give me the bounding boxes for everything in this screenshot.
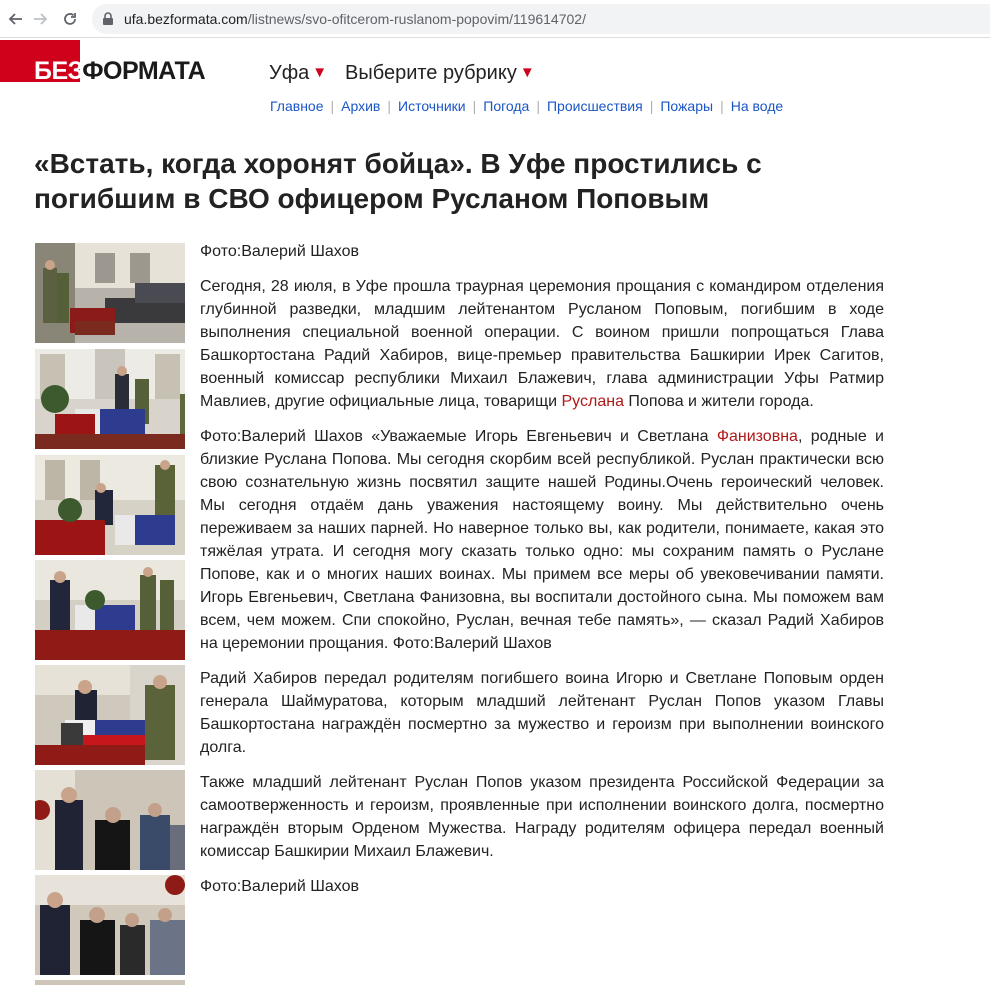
article-paragraph [200,275,884,413]
link-fanizovna[interactable]: Фанизовна [716,428,798,445]
site-logo[interactable] [34,57,205,85]
menu-separator: | [387,98,392,114]
rubric-selector[interactable] [345,62,535,85]
menu-separator: | [649,98,654,114]
triangle-down-icon: ▼ [519,64,535,81]
menu-item-on-water[interactable]: На воде [730,98,784,114]
reload-icon[interactable] [58,7,82,31]
article-photo[interactable] [35,770,185,870]
article-body [200,240,884,910]
logo-part-bez: БЕЗ [34,57,83,85]
menu-item-fires[interactable]: Пожары [660,98,714,114]
text-span: , родные и близкие Руслана Попова. Мы сегодня скорбим всей республикой. Руслан практически всю свою сознательную жизнь посвятил защите нашей Родины.Очень героический человек. Мы сегодня отдаём дань уважения настоящему воину. Мы действительно очень переживаем за наших парней. Но наверное только вы, как родители, понимаете, какая это тяжёлая утрата. И сегодня могу сказать только одно: мы сохраним память о Руслане Попове, как и о многих наших воинах. Мы примем все меры об увековечивании памяти. Игорь Евгеньевич, Светлана Фанизовна, вы воспитали достойного сына. Мы поможем вам всем, чем можем. Спи спокойно, Руслан, вечная тебе память», — сказал Радий Хабиров на церемонии прощания. Фото:Валерий Шахов [200,428,884,652]
url-text[interactable]: ufa.bezformata.com/listnews/svo-ofitcerom-ruslanom-popovim/119614702/ [124,11,586,27]
menu-separator: | [330,98,335,114]
article-paragraph [200,425,884,655]
back-icon[interactable] [4,7,28,31]
city-label: Уфа [269,62,310,84]
article-photo[interactable] [35,243,185,343]
address-bar[interactable] [92,4,990,34]
top-menu [270,98,783,114]
menu-item-sources[interactable]: Источники [398,98,466,114]
photo-caption: Фото:Валерий Шахов [200,878,360,895]
menu-item-weather[interactable]: Погода [483,98,530,114]
menu-separator: | [536,98,540,114]
article-photo[interactable] [35,455,185,555]
text-span: Фото:Валерий Шахов «Уважаемые Игорь Евгеньевич и Светлана [200,428,717,445]
menu-separator: | [720,98,724,114]
text-span: Сегодня, 28 июля, в Уфе прошла траурная церемония прощания с командиром отделения глубинной разведки, младшим лейтенантом Русланом Поповым, погибшим в ходе выполнения специальной военной операции. С воином пришли попрощаться Глава Башкортостана Радий Хабиров, вице-премьер правительства Башкирии Ирек Сагитов, военный комиссар республики Михаил Блажевич, глава администрации Уфы Ратмир Мавлиев, другие официальные лица, товарищи [200,278,884,410]
article-paragraph: Радий Хабиров передал родителям погибшего воина Игорю и Светлане Поповым орден генерала Шаймуратова, которым младший лейтенант Руслан Попов указом Главы Башкортостана награждён посмертно за мужество и героизм при выполнении воинского долга. [200,670,884,756]
menu-separator: | [472,98,477,114]
article-photo[interactable] [35,665,185,765]
link-ruslana[interactable]: Руслана [561,393,624,410]
menu-item-main[interactable]: Главное [270,98,324,114]
article-paragraph: Также младший лейтенант Руслан Попов указом президента Российской Федерации за самоотверженность и героизм, проявленные при исполнении воинского долга, посмертно награждён вторым Орденом Мужества. Награду родителям офицера передал военный комиссар Башкирии Михаил Блажевич. [200,774,884,860]
article-photo[interactable] [35,875,185,975]
menu-item-archive[interactable]: Архив [341,98,381,114]
menu-item-incidents[interactable]: Происшествия [546,98,643,114]
article-photo[interactable] [35,349,185,449]
article-photo[interactable] [35,980,185,985]
photo-caption: Фото:Валерий Шахов [200,243,360,260]
lock-icon[interactable] [102,12,114,31]
triangle-down-icon: ▼ [312,64,328,81]
rubric-label: Выберите рубрику [345,62,517,84]
text-span: Попова и жители города. [623,393,814,410]
logo-part-formata: ФОРМАТА [82,57,206,85]
article-photo[interactable] [35,560,185,660]
browser-toolbar [0,0,990,38]
forward-icon[interactable] [28,7,52,31]
city-selector[interactable] [269,62,327,85]
article-title: «Встать, когда хоронят бойца». В Уфе простились с погибшим в СВО офицером Русланом Поповым [34,148,762,214]
